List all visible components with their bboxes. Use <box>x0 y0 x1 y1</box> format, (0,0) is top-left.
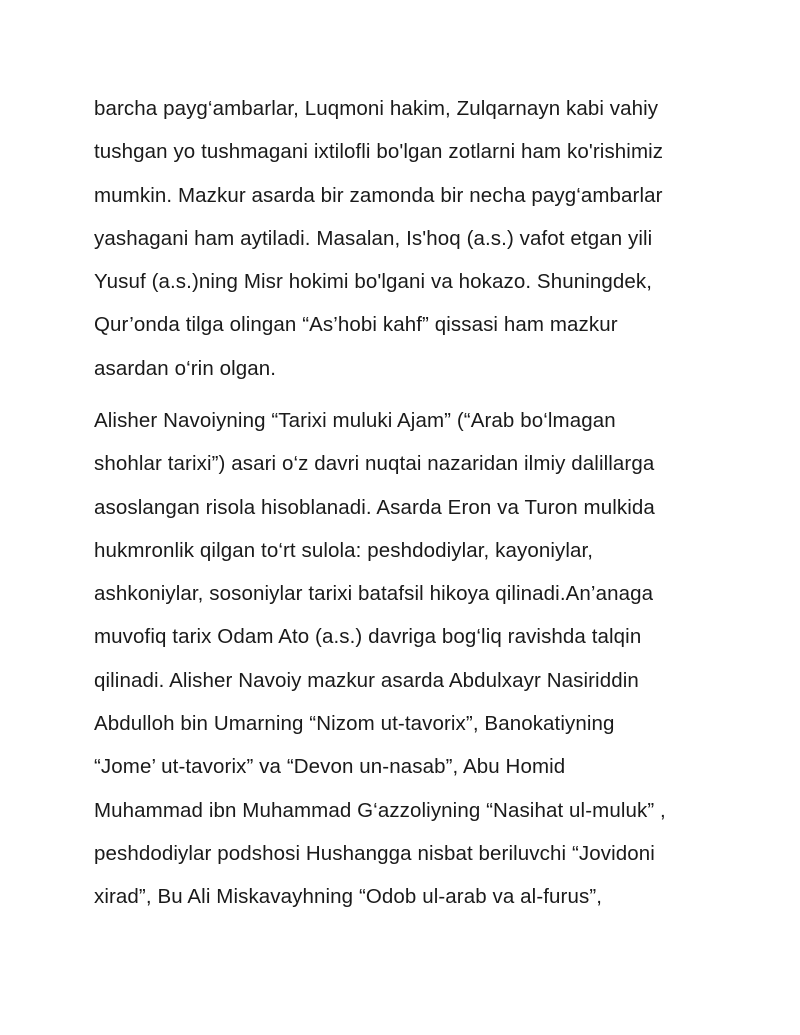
paragraph-1 <box>94 94 734 397</box>
text-line: ashkoniylar, sosoniylar tarixi batafsil hikoya qilinadi.An’anaga <box>94 582 654 606</box>
text-line: Muhammad ibn Muhammad G‘azzoliyning “Nasihat ul-muluk” , <box>94 798 666 822</box>
text-line: qilinadi. Alisher Navoiy mazkur asarda Abdulxayr Nasiriddin <box>94 668 639 692</box>
text-line: Qur’onda tilga olingan “As’hobi kahf” qissasi ham mazkur <box>94 313 618 337</box>
text-line: xirad”, Bu Ali Miskavayhning “Odob ul-arab va al-furus”, <box>94 885 603 909</box>
text-line: muvofiq tarix Odam Ato (a.s.) davriga bog‘liq ravishda talqin <box>94 625 642 649</box>
text-line: shohlar tarixi”) asari o‘z davri nuqtai nazaridan ilmiy dalillarga <box>94 452 655 476</box>
text-line: asoslangan risola hisoblanadi. Asarda Eron va Turon mulkida <box>94 495 655 519</box>
text-line: Alisher Navoiyning “Tarixi muluki Ajam” (“Arab bo‘lmagan <box>94 409 616 432</box>
text-line: hukmronlik qilgan to‘rt sulola: peshdodiylar, kayoniylar, <box>94 538 594 562</box>
paragraph-2 <box>94 406 734 926</box>
text-line: yashagani ham aytiladi. Masalan, Is'hoq (a.s.) vafot etgan yili <box>94 226 653 250</box>
text-line: tushgan yo tushmagani ixtilofli bo'lgan zotlarni ham ko'rishimiz <box>94 140 664 164</box>
text-line: Abdulloh bin Umarning “Nizom ut-tavorix”, Banokatiyning <box>94 712 615 736</box>
text-line: peshdodiylar podshosi Hushangga nisbat beriluvchi “Jovidoni <box>94 841 655 865</box>
text-line: “Jome’ ut-tavorix” va “Devon un-nasab”, Abu Homid <box>94 755 566 779</box>
text-line: asardan o‘rin olgan. <box>94 356 277 380</box>
text-line: Yusuf (a.s.)ning Misr hokimi bo'lgani va hokazo. Shuningdek, <box>94 270 653 294</box>
text-line: barcha payg‘ambarlar, Luqmoni hakim, Zulqarnayn kabi vahiy <box>94 97 659 120</box>
text-line: mumkin. Mazkur asarda bir zamonda bir necha payg‘ambarlar <box>94 183 663 207</box>
